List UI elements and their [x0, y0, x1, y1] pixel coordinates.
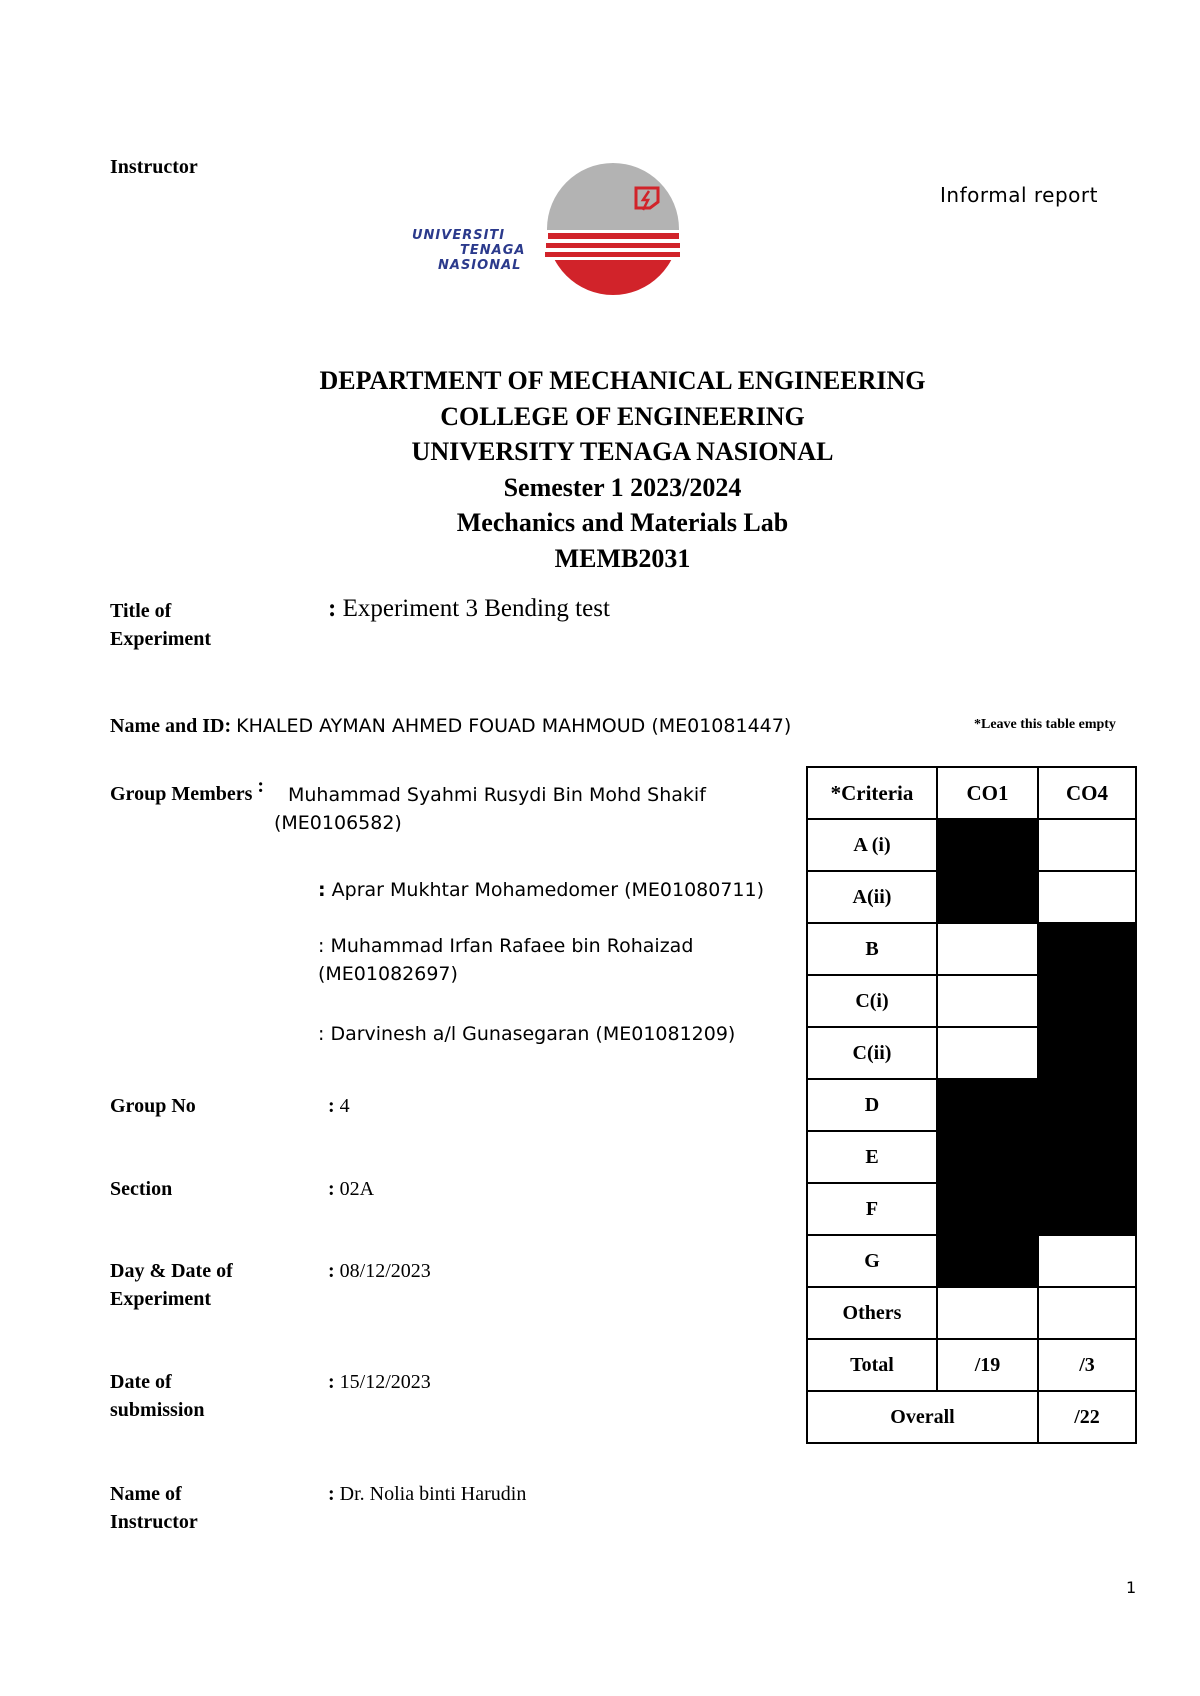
- overall-label: Overall: [807, 1391, 1038, 1443]
- co1-header: CO1: [937, 767, 1038, 819]
- criteria-row: [807, 1027, 1136, 1079]
- instructor-name-value: : Dr. Nolia binti Harudin: [328, 1483, 527, 1505]
- co4-cell: [1038, 1183, 1136, 1235]
- experiment-title-label: Title of Experiment: [110, 600, 212, 650]
- co4-cell: [1038, 819, 1136, 871]
- criteria-table: [806, 766, 1137, 1444]
- criteria-label: Others: [807, 1287, 937, 1339]
- group-member-2: : Aprar Mukhtar Mohamedomer (ME01080711): [318, 879, 765, 901]
- co4-cell: [1038, 1027, 1136, 1079]
- co1-cell: [937, 1027, 1038, 1079]
- course-name-title: Mechanics and Materials Lab: [456, 508, 789, 537]
- criteria-header-row: [807, 767, 1136, 819]
- name-id-value: KHALED AYMAN AHMED FOUAD MAHMOUD (ME01081447): [236, 715, 792, 737]
- co1-cell: /19: [937, 1339, 1038, 1391]
- logo-text-universiti: UNIVERSITI: [412, 228, 506, 243]
- logo-text-nasional: NASIONAL: [438, 258, 522, 273]
- group-member-1: Muhammad Syahmi Rusydi Bin Mohd Shakif (ME0106582): [274, 784, 706, 834]
- experiment-date-value: : 08/12/2023: [328, 1260, 431, 1282]
- co1-cell: [937, 1079, 1038, 1131]
- co1-cell: [937, 1235, 1038, 1287]
- co4-cell: [1038, 975, 1136, 1027]
- criteria-row: [807, 1287, 1136, 1339]
- criteria-row: [807, 1079, 1136, 1131]
- page-number: 1: [1126, 1578, 1137, 1597]
- experiment-title-value: : Experiment 3 Bending test: [328, 595, 610, 622]
- instructor-name-label: Name of Instructor: [110, 1483, 198, 1533]
- criteria-row: [807, 1339, 1136, 1391]
- co1-cell: [937, 1183, 1038, 1235]
- group-member-3: : Muhammad Irfan Rafaee bin Rohaizad (ME01082697): [318, 935, 694, 985]
- criteria-row: [807, 1131, 1136, 1183]
- submission-date-value: : 15/12/2023: [328, 1371, 431, 1393]
- uniten-logo-graphic: [400, 162, 690, 302]
- criteria-label: A(ii): [807, 871, 937, 923]
- co4-cell: [1038, 1131, 1136, 1183]
- criteria-row: [807, 819, 1136, 871]
- overall-row: [807, 1391, 1136, 1443]
- criteria-label: A (i): [807, 819, 937, 871]
- criteria-row: [807, 1183, 1136, 1235]
- department-title: DEPARTMENT OF MECHANICAL ENGINEERING: [319, 366, 926, 395]
- logo-text-tenaga: TENAGA: [460, 243, 526, 258]
- criteria-label: Total: [807, 1339, 937, 1391]
- co4-cell: [1038, 1287, 1136, 1339]
- leave-table-note: *Leave this table empty: [974, 717, 1116, 732]
- co1-cell: [937, 871, 1038, 923]
- co4-cell: /3: [1038, 1339, 1136, 1391]
- co1-cell: [937, 923, 1038, 975]
- experiment-date-label: Day & Date of Experiment: [110, 1260, 233, 1310]
- group-no-label: Group No: [110, 1095, 196, 1117]
- university-title: UNIVERSITY TENAGA NASIONAL: [411, 437, 834, 466]
- criteria-row: [807, 1235, 1136, 1287]
- co1-cell: [937, 1131, 1038, 1183]
- informal-report-label: Informal report: [940, 183, 1098, 207]
- criteria-label: F: [807, 1183, 937, 1235]
- co4-cell: [1038, 871, 1136, 923]
- criteria-row: [807, 975, 1136, 1027]
- criteria-label: B: [807, 923, 937, 975]
- name-id-row: [110, 712, 791, 740]
- co4-header: CO4: [1038, 767, 1136, 819]
- instructor-header-label: Instructor: [110, 156, 198, 178]
- criteria-header: *Criteria: [807, 767, 937, 819]
- criteria-row: [807, 871, 1136, 923]
- criteria-row: [807, 923, 1136, 975]
- co1-cell: [937, 819, 1038, 871]
- overall-value: /22: [1038, 1391, 1136, 1443]
- group-members-label: Group Members :: [110, 775, 265, 805]
- criteria-label: E: [807, 1131, 937, 1183]
- co4-cell: [1038, 1235, 1136, 1287]
- section-label: Section: [110, 1178, 173, 1200]
- criteria-label: D: [807, 1079, 937, 1131]
- course-code-title: MEMB2031: [554, 543, 691, 573]
- section-value: : 02A: [328, 1178, 375, 1200]
- co1-cell: [937, 975, 1038, 1027]
- criteria-label: C(ii): [807, 1027, 937, 1079]
- semester-title: Semester 1 2023/2024: [503, 472, 742, 502]
- university-logo: [400, 162, 690, 302]
- criteria-label: C(i): [807, 975, 937, 1027]
- co4-cell: [1038, 1079, 1136, 1131]
- criteria-label: G: [807, 1235, 937, 1287]
- co4-cell: [1038, 923, 1136, 975]
- document-titles: [0, 363, 1200, 576]
- co1-cell: [937, 1287, 1038, 1339]
- submission-date-label: Date of submission: [110, 1371, 205, 1421]
- group-no-value: : 4: [328, 1095, 350, 1117]
- college-title: COLLEGE OF ENGINEERING: [440, 401, 805, 431]
- group-member-4: : Darvinesh a/l Gunasegaran (ME01081209): [318, 1023, 736, 1045]
- name-id-label: Name and ID:: [110, 715, 232, 737]
